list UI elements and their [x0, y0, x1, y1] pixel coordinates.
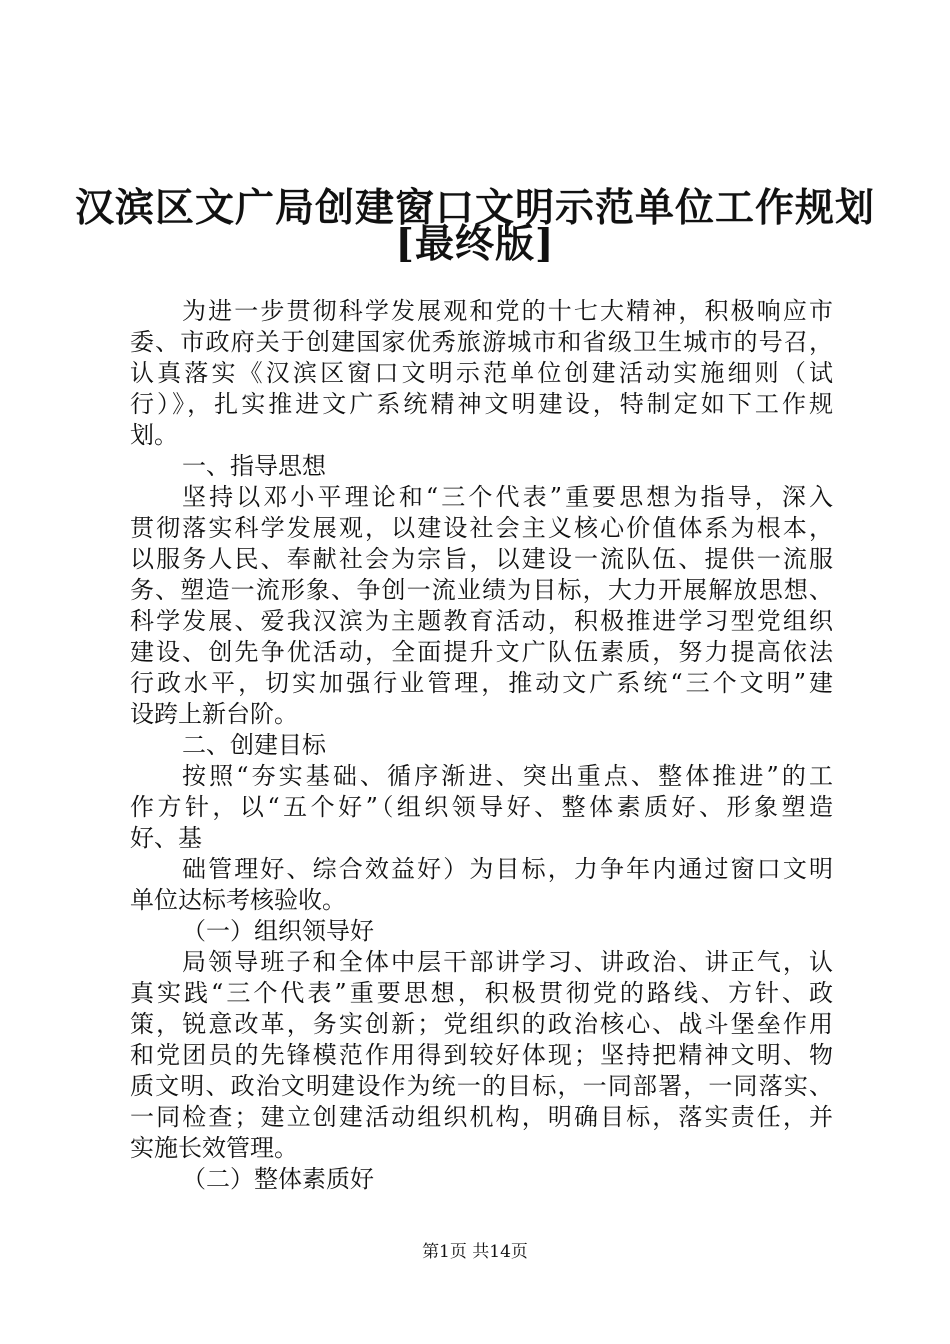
body-text-line: 局领导班子和全体中层干部讲学习、讲政治、讲正气，认: [182, 948, 833, 976]
body-text-line: 真实践“三个代表”重要思想，积极贯彻党的路线、方针、政: [130, 979, 833, 1007]
body-text-line: 为进一步贯彻科学发展观和党的十七大精神，积极响应市: [182, 297, 833, 325]
body-text-line: （二）整体素质好: [182, 1165, 374, 1193]
body-text-line: 一同检查；建立创建活动组织机构，明确目标，落实责任，并: [130, 1103, 833, 1131]
body-text-line: 务、塑造一流形象、争创一流业绩为目标，大力开展解放思想、: [130, 576, 833, 604]
body-text-line: 科学发展、爱我汉滨为主题教育活动，积极推进学习型党组织: [130, 607, 833, 635]
body-text-line: 质文明、政治文明建设作为统一的目标，一同部署，一同落实、: [130, 1072, 833, 1100]
body-text-line: 好、基: [130, 824, 202, 852]
body-text-line: 础管理好、综合效益好）为目标，力争年内通过窗口文明: [182, 855, 833, 883]
document-title: 汉滨区文广局创建窗口文明示范单位工作规划: [74, 185, 875, 231]
body-text-line: 认真落实《汉滨区窗口文明示范单位创建活动实施细则（试: [130, 359, 833, 387]
body-text-line: 作方针，以“五个好”（组织领导好、整体素质好、形象塑造: [130, 793, 833, 821]
body-text-line: 贯彻落实科学发展观，以建设社会主义核心价值体系为根本，: [130, 514, 833, 542]
body-text-line: 划。: [130, 421, 178, 449]
body-text-line: 委、市政府关于创建国家优秀旅游城市和省级卫生城市的号召，: [130, 328, 833, 356]
body-text-line: 建设、创先争优活动，全面提升文广队伍素质，努力提高依法: [130, 638, 833, 666]
body-text-line: 单位达标考核验收。: [130, 886, 346, 914]
document-body: [130, 296, 833, 1195]
body-text-line: 设跨上新台阶。: [130, 700, 298, 728]
body-text-line: 坚持以邓小平理论和“三个代表”重要思想为指导，深入: [182, 483, 833, 511]
document-title-version: [最终版]: [395, 221, 555, 267]
body-text-line: 策，锐意改革，务实创新；党组织的政治核心、战斗堡垒作用: [130, 1010, 833, 1038]
body-text-line: 以服务人民、奉献社会为宗旨，以建设一流队伍、提供一流服: [130, 545, 833, 573]
body-text-line: 和党团员的先锋模范作用得到较好体现；坚持把精神文明、物: [130, 1041, 833, 1069]
body-text-line: 一、指导思想: [182, 452, 326, 480]
body-text-line: 行）》，扎实推进文广系统精神文明建设，特制定如下工作规: [130, 390, 833, 418]
body-text-line: 实施长效管理。: [130, 1134, 298, 1162]
body-text-line: 按照“夯实基础、循序渐进、突出重点、整体推进”的工: [182, 762, 833, 790]
body-text-line: （一）组织领导好: [182, 917, 374, 945]
body-text-line: 二、创建目标: [182, 731, 326, 759]
page-footer: 第1页 共14页: [422, 1242, 528, 1262]
body-text-line: 行政水平，切实加强行业管理，推动文广系统“三个文明”建: [130, 669, 833, 697]
